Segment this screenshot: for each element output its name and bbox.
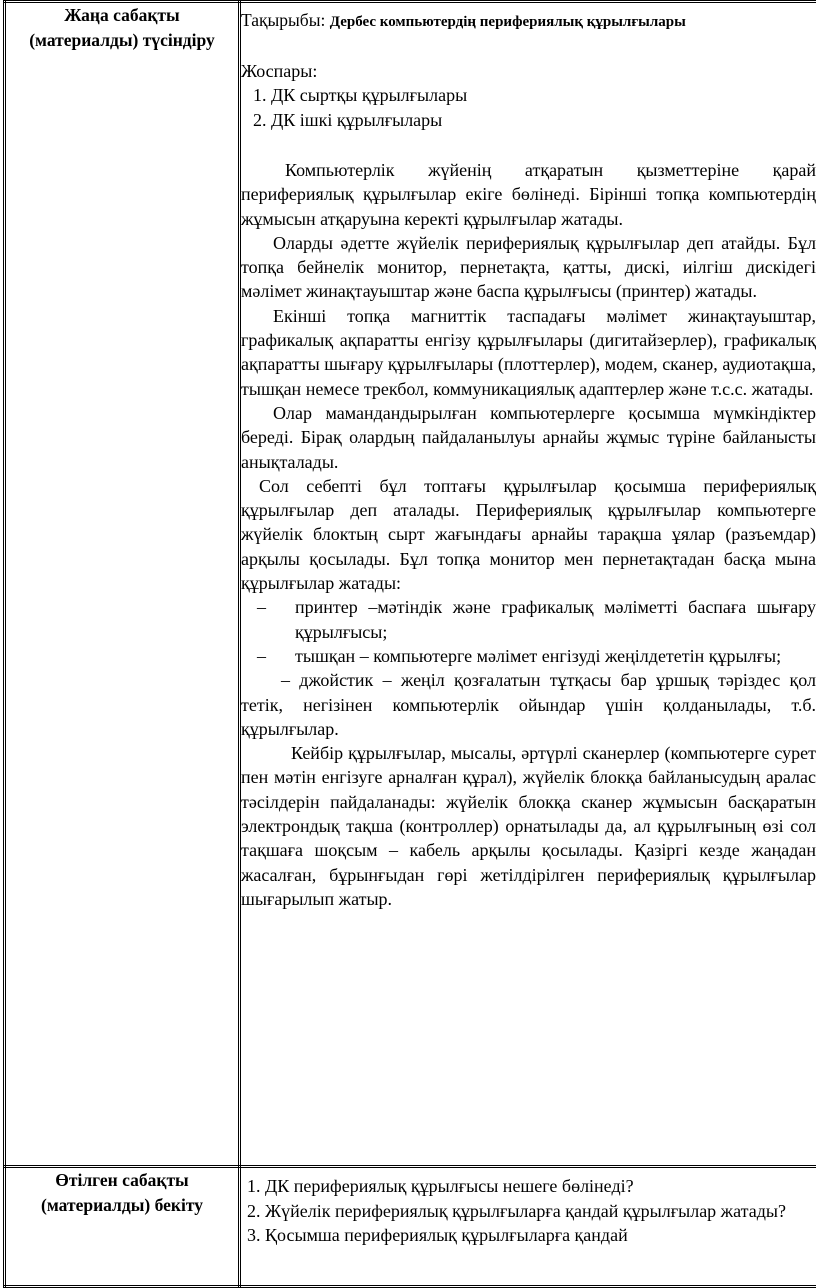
body-paragraph: Компьютерлік жүйенің атқаратын қызметтеріне қарай перифериялық құрылғылар екіге бөлінеді. Бірінші топқа компьютердің жұмысын атқаруына керекті құрылғылар жатады. <box>241 158 816 231</box>
body-paragraph: Сол себепті бұл топтағы құрылғылар қосымша перифериялық құрылғылар деп аталады. Перифериялық құрылғылар компьютерге жүйелік блоктың сырт жағындағы арнайы тарақша ұялар (разъемдар) арқылы қосылады. Бұл топқа монитор мен пернетақтадан басқа мына құрылғылар жатады: <box>241 474 816 595</box>
plan-title: Жоспары: <box>241 59 816 83</box>
plan-item: 1. ДК сыртқы құрылғылары <box>271 83 816 108</box>
device-list <box>241 595 816 668</box>
content-cell-review <box>240 1167 816 1287</box>
question-list <box>241 1174 816 1248</box>
body-paragraph: Екінші топқа магниттік таспадағы мәлімет жинақтауыштар, графикалық ақпаратты енгізу құрылғылары (дигитайзерлер), графикалық ақпаратты шығару құрылғылары (плоттерлер), модем, сканер, аудиотақша, тышқан немесе трекбол, коммуникациялық адаптерлер және т.с.с. жатады. <box>241 304 816 401</box>
row-label-cell <box>5 1167 240 1287</box>
body-paragraph: Оларды әдетте жүйелік перифериялық құрылғылар деп атайды. Бұл топқа бейнелік монитор, пернетақта, қатты, дискі, иілгіш дискідегі мәлімет жинақтауыштар және баспа құрылғысы (принтер) жатады. <box>241 231 816 304</box>
question-item: 2. Жүйелік перифериялық құрылғыларға қандай құрылғылар жатады? <box>265 1199 816 1224</box>
topic-title: Дербес компьютердің перифериялық құрылғылары <box>330 14 686 30</box>
joystick-paragraph: – джойстик – жеңіл қозғалатын тұтқасы бар ұршық тәріздес қол тетік, негізінен компьютерлік ойындар үшін қолданылады, т.б. құрылғылар. <box>241 668 816 741</box>
row-label-cell <box>5 2 240 1167</box>
body-paragraph: Кейбір құрылғылар, мысалы, әртүрлі сканерлер (компьютерге сурет пен мәтін енгізуге арналған құрал), жүйелік блокқа байланысудың аралас тәсілдерін пайдаланады: жүйелік блокқа сканер жұмысын басқаратын электрондық тақша (контроллер) орнатылады да, ал құрылғының өзі сол тақшаға шоқсым – кабель арқылы қосылады. Қазіргі кезде жаңадан жасалған, бұрынғыдан гөрі жетілдірілген перифериялық құрылғылар шығарылып жатыр. <box>241 741 816 911</box>
lesson-body <box>241 158 816 911</box>
table-row-new-lesson <box>5 2 816 1167</box>
topic-prefix: Тақырыбы: <box>241 10 325 30</box>
question-item: 3. Қосымша перифериялық құрылғыларға қандай <box>265 1223 816 1248</box>
list-item: – принтер –мәтіндік және графикалық мәліметті баспаға шығару құрылғысы; <box>295 595 816 644</box>
topic-line <box>241 9 816 33</box>
list-item: – тышқан – компьютерге мәлімет енгізуді жеңілдететін құрылғы; <box>295 644 816 668</box>
body-paragraph: Олар мамандандырылған компьютерлерге қосымша мүмкіндіктер береді. Бірақ олардың пайдаланылуы арнайы жұмыс түріне байланысты анықталады. <box>241 401 816 474</box>
content-cell-new-lesson <box>240 2 816 1167</box>
plan-list <box>241 83 816 132</box>
question-item: 1. ДК перифериялық құрылғысы нешеге бөлінеді? <box>265 1174 816 1199</box>
lesson-plan-table <box>3 0 816 1288</box>
row-label-review: Өтілген сабақты (материалды) бекіту <box>6 1168 238 1218</box>
table-row-review <box>5 1167 816 1287</box>
row-label-new-lesson: Жаңа сабақты (материалды) түсіндіру <box>6 3 238 53</box>
plan-item: 2. ДК ішкі құрылғылары <box>271 108 816 133</box>
